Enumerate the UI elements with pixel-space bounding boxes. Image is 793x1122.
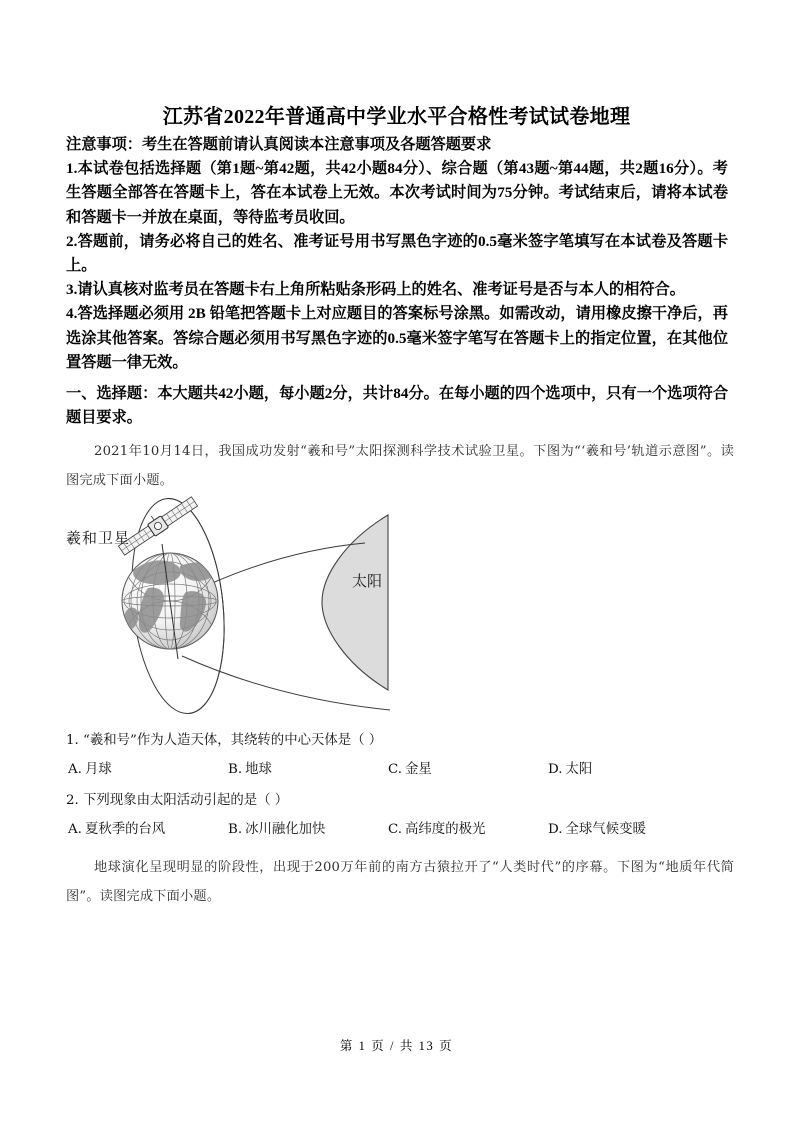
section-heading-multiple-choice: 一、选择题：本大题共42小题，每小题2分，共计84分。在每小题的四个选项中，只有一个选项符合题目要求。 (66, 385, 728, 427)
question-2-option-d[interactable] (548, 819, 646, 840)
question-1-option-a[interactable] (68, 759, 112, 780)
option-text: 冰川融化加快 (245, 822, 326, 837)
question-1 (66, 730, 746, 781)
option-letter: C. (388, 762, 403, 777)
option-text: 金星 (405, 762, 432, 777)
option-text: 月球 (84, 762, 112, 777)
option-text: 高纬度的极光 (405, 822, 486, 837)
option-text: 地球 (245, 762, 272, 777)
option-letter: B. (228, 762, 243, 777)
passage-satellite-intro: 2021年10月14日，我国成功发射“羲和号”太阳探测科学技术试验卫星。下图为“‘羲和号’轨道示意图”。读图完成下面小题。 (66, 444, 734, 488)
figure-label-satellite: 羲和卫星 (66, 531, 131, 547)
question-2 (66, 790, 746, 841)
figure-label-sun: 太阳 (352, 574, 383, 590)
option-text: 太阳 (565, 762, 593, 777)
passage-geologic-era-intro: 地球演化呈现明显的阶段性，出现于200万年前的南方古猿拉开了“人类时代”的序幕。下图为“地质年代简图”。读图完成下面小题。 (66, 860, 734, 904)
notice-heading: 注意事项：考生在答题前请认真阅读本注意事项及各题答题要求 (66, 136, 492, 153)
option-letter: A. (68, 822, 82, 837)
question-2-option-c[interactable] (388, 819, 485, 840)
question-2-options (66, 819, 746, 841)
notice-item-4: 4.答选择题必须用 2B 铅笔把答题卡上对应题目的答案标号涂黑。如需改动，请用橡皮擦干净后，再选涂其他答案。答综合题必须用书写黑色字迹的0.5毫米签字笔写在答题卡上的指定位置，在其他位置答题一律无效。 (66, 305, 728, 371)
option-letter: D. (548, 822, 563, 837)
notice-item-2: 2.答题前，请务必将自己的姓名、准考证号用书写黑色字迹的0.5毫米签字笔填写在本试卷及答题卡上。 (66, 232, 728, 275)
question-2-stem: 2. 下列现象由太阳活动引起的是（ ） (66, 793, 289, 808)
option-letter: D. (548, 762, 563, 777)
page-footer: 第 1 页 / 共 13 页 (339, 1039, 454, 1053)
notice-item-1: 1.本试卷包括选择题（第1题~第42题，共42小题84分）、综合题（第43题~第44题，共2题16分）。考生答题全部答在答题卡上，答在本试卷上无效。本次考试时间为75分钟。考试结束后，请将本试卷和答题卡一并放在桌面，等待监考员收回。 (66, 160, 728, 226)
earth-globe (122, 544, 218, 659)
option-letter: B. (228, 822, 243, 837)
question-1-stem: 1. “羲和号”作为人造天体，其绕转的中心天体是（ ） (66, 733, 383, 748)
question-1-option-d[interactable] (548, 759, 592, 780)
sun-shape (322, 515, 388, 690)
page-title: 江苏省2022年普通高中学业水平合格性考试试卷地理 (162, 106, 631, 128)
question-1-options (66, 759, 746, 781)
question-2-option-b[interactable] (228, 819, 325, 840)
option-letter: A. (68, 762, 82, 777)
option-letter: C. (388, 822, 403, 837)
notice-item-3: 3.请认真核对监考员在答题卡右上角所粘贴条形码上的姓名、准考证号是否与本人的相符合。 (66, 281, 685, 299)
notice-block (66, 133, 728, 375)
question-2-option-a[interactable] (68, 819, 165, 840)
question-1-option-b[interactable] (228, 759, 272, 780)
question-1-option-c[interactable] (388, 759, 432, 780)
option-text: 夏秋季的台风 (84, 822, 166, 837)
option-text: 全球气候变暖 (565, 822, 646, 837)
